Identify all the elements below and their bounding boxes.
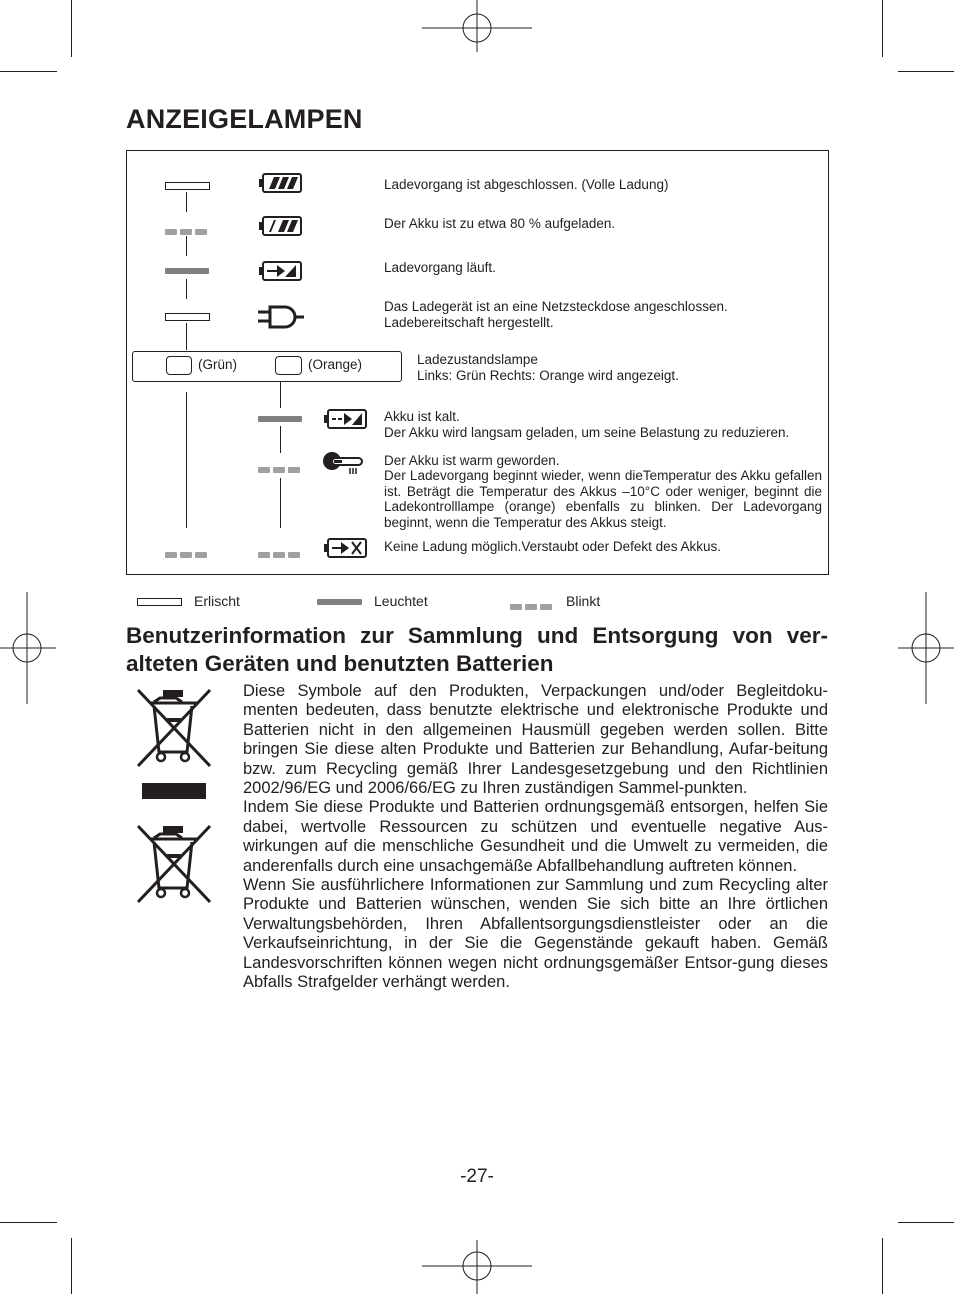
connector-line: [186, 323, 187, 350]
legend-blink-label: Blinkt: [566, 593, 601, 609]
status-text-charging: Ladevorgang läuft.: [384, 260, 496, 275]
battery-charging-icon: [259, 260, 303, 282]
status-text-line: Der Akku ist warm geworden.: [384, 453, 560, 468]
status-text-line: Der Ladevorgang beginnt wieder, wenn dieTemperatur des Akku gefallen ist. Beträgt die Temperatur des Akkus –10°C oder weniger, beginnt die Ladekontrolllampe (orange) ebenfalls zu blinken. Der Ladevorgang beginnt, wenn die Temperatur des Akkus steigt.: [384, 468, 822, 530]
status-text-line: Der Akku wird langsam geladen, um seine Belastung zu reduzieren.: [384, 425, 790, 440]
thermometer-icon: [322, 450, 364, 476]
green-lamp-blink: [165, 545, 210, 551]
registration-mark-icon: [420, 1240, 534, 1294]
lamp-description-line: Ladezustandslampe: [417, 352, 538, 367]
status-text-cold: [384, 409, 789, 441]
section-title: Benutzerinformation zur Sammlung und Entsorgung von ver-alteten Geräten und benutzten Batterien: [126, 623, 828, 676]
page-title: ANZEIGELAMPEN: [126, 104, 363, 134]
paragraph: Wenn Sie ausführlichere Informationen zur Sammlung und zum Recycling alter Produkte und Batterien wünschen, wenden Sie sich bitte an Ihre örtlichen Verwaltungsbehörden, Ihren Abfallentsorgungsdienstleister oder an die Verkaufseinrichtung, in der Sie die Gegenstände gekauft haben. Gemäß Landesvorschriften können wegen nicht ordnungsgemäßer Entsor-gung dieses Abfalls Strafgelder verhängt werden.: [243, 876, 828, 992]
green-lamp-on: [165, 268, 209, 274]
green-lamp-blink: [165, 222, 210, 228]
battery-full-icon: [259, 172, 303, 194]
green-lamp-icon: [166, 356, 192, 375]
legend-on-icon: [317, 599, 362, 605]
connector-line: [280, 426, 281, 453]
connector-line: [186, 392, 187, 528]
battery-error-icon: [324, 537, 368, 559]
status-text-error: Keine Ladung möglich.Verstaubt oder Defekt des Akkus.: [384, 539, 721, 554]
registration-mark-icon: [896, 592, 954, 704]
orange-lamp-icon: [275, 356, 302, 375]
legend-blink-icon: [510, 597, 555, 603]
green-lamp-label: (Grün): [198, 357, 238, 372]
orange-lamp-label: (Orange): [308, 357, 363, 372]
page-number: -27-: [460, 1166, 494, 1187]
crossed-bin-icon: [136, 822, 214, 906]
paragraph: Indem Sie diese Produkte und Batterien ordnungsgemäß entsorgen, helfen Sie dabei, wertvolle Ressourcen zu schützen und eventuelle negative Aus-wirkungen auf die menschliche Gesundheit und die Umwelt zu vermeiden, die anderenfalls durch eine unsachgemäße Abfallbehandlung auftreten können.: [243, 798, 828, 875]
connector-line: [186, 279, 187, 299]
lamp-description-line: Links: Grün Rechts: Orange wird angezeigt.: [417, 368, 679, 383]
connector-line: [186, 192, 187, 212]
lamp-description: [417, 352, 679, 384]
orange-lamp-on: [258, 416, 302, 422]
status-text-full: Ladevorgang ist abgeschlossen. (Volle Ladung): [384, 177, 669, 192]
black-bar-icon: [142, 783, 206, 799]
paragraph: Diese Symbole auf den Produkten, Verpackungen und/oder Begleitdoku-menten bedeuten, dass benutzte elektrische und elektronische Produkte und Batterien nicht in den allgemeinen Hausmüll gegeben werden sollen. Bitte bringen Sie diese alten Produkte und Batterien zur Behandlung, Aufar-beitung bzw. zum Recycling gemäß Ihrer Landesgesetzgebung und den Richtlinien 2002/96/EG und 2006/66/EG zu Ihren zuständigen Sammel-punkten.: [243, 682, 828, 798]
status-text-warm: [384, 453, 822, 530]
battery-80-icon: [259, 215, 303, 237]
crossed-bin-icon: [136, 686, 214, 770]
green-lamp-off: [165, 182, 210, 190]
connector-line: [280, 382, 281, 408]
registration-mark-icon: [420, 0, 534, 60]
orange-lamp-blink: [258, 460, 303, 466]
status-text-line: Das Ladegerät ist an eine Netzsteckdose angeschlossen.: [384, 299, 728, 314]
status-text-plugged: [384, 299, 728, 331]
legend-off-label: Erlischt: [194, 593, 240, 609]
status-text-80: Der Akku ist zu etwa 80 % aufgeladen.: [384, 216, 616, 231]
orange-lamp-blink: [258, 545, 303, 551]
cold-battery-icon: [324, 408, 368, 430]
green-lamp-off: [165, 313, 210, 321]
plug-icon: [258, 304, 304, 330]
disposal-body: [243, 682, 828, 993]
registration-mark-icon: [0, 592, 60, 704]
status-text-line: Ladebereitschaft hergestellt.: [384, 315, 554, 330]
connector-line: [186, 236, 187, 256]
status-text-line: Akku ist kalt.: [384, 409, 460, 424]
connector-line: [280, 478, 281, 528]
legend-off-icon: [137, 598, 182, 606]
legend-on-label: Leuchtet: [374, 593, 428, 609]
